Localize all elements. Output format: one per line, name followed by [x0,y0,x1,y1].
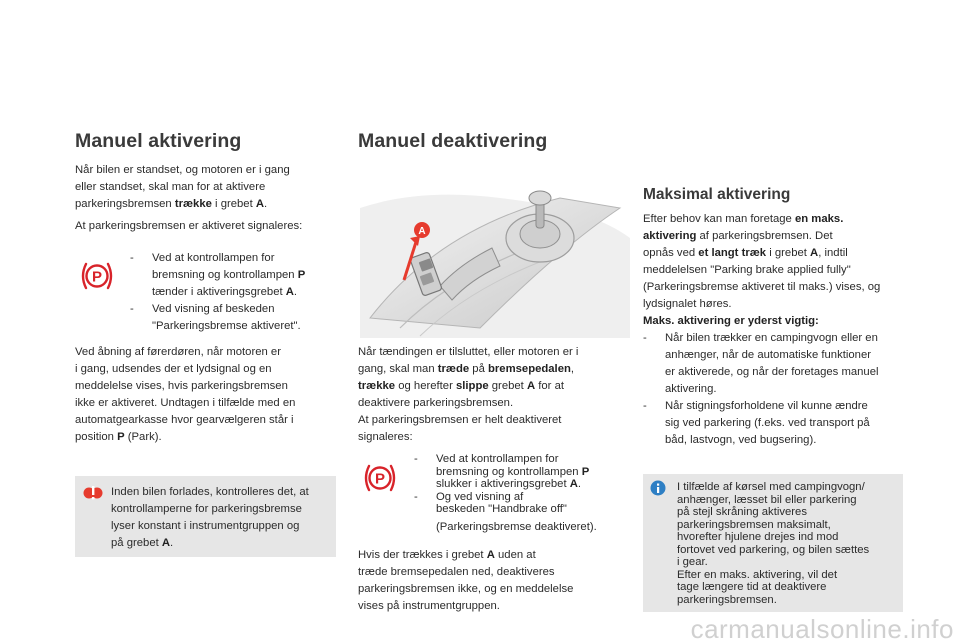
list-item: - Ved at kontrollampen for bremsning og kontrollampen P tænder i aktiveringsgrebet A. [130,252,306,298]
info-box [643,474,903,612]
figure-label-a: A [418,226,426,237]
section-title-manual-deactivation: Manuel deaktivering [358,130,548,152]
section-title-manual-activation: Manuel aktivering [75,130,242,152]
list-item: - Ved visning af beskeden "Parkeringsbremse aktiveret". [130,303,301,332]
info-text: I tilfælde af kørsel med campingvogn/ anhænger, læsset bil eller parkering på stejl skråning aktiveres parkeringsbremsen maksimalt, hvorefter hjulene drejes ind mod fortovet ved parkering, og bilen sættes i gear. Efter en maks. aktivering, vil det tage længere tid at deaktivere parkeringsbremsen. [677,481,870,606]
signal-intro-text: At parkeringsbremsen er aktiveret signaleres: [75,220,303,232]
watermark: carmanualsonline.info [690,614,954,644]
activation-signals-list [130,250,335,335]
list-item: - Når bilen trækker en campingvogn eller en anhænger, når de automatiske funktioner er aktiverede, og når der foretages manuel aktivering. [643,332,879,395]
svg-text:P: P [374,470,386,488]
list-item: - Og ved visning af beskeden "Handbrake off" (Parkeringsbremse deaktiveret). [414,490,597,533]
list-item: - Når stigningsforholdene vil kunne ændre sig ved parkering (f.eks. ved transport på båd, lastvogn, ved bugsering). [643,400,870,446]
important-heading: Maks. aktivering er yderst vigtig: [643,315,819,327]
warning-icon [82,483,104,503]
intro-text: Når bilen er standset, og motoren er i gang eller standset, skal man for at aktivere parkeringsbremsen trække i grebet A. [75,164,290,210]
max-activation-text: Efter behov kan man foretage en maks. aktivering af parkeringsbremsen. Det opnås ved et langt træk i grebet A, indtil meddelelsen "Parking brake applied fully" (Parkeringsbremse aktiveret til maks.) vises, og lydsignalet høres. Maks. aktivering er yderst vigtig: - Når bilen trækker en campingvogn eller en anhænger, når de automatiske funktioner er aktiverede, og når der foretages manuel aktivering. - Når stigningsforholdene vil kunne ændre sig ved parkering (f.eks. ved transport på båd, lastvogn, ved bugsering). [643,211,908,449]
parking-brake-lever-illustration [360,168,630,338]
deactivation-signals-list [414,453,624,533]
deactivation-instructions: Når tændingen er tilsluttet, eller motoren er i gang, skal man træde på bremsepedalen, trække og herefter slippe grebet A for at deaktivere parkeringsbremsen. At parkeringsbremsen er helt deaktiveret signaleres: [358,346,579,443]
info-icon [650,480,666,496]
warning-box [75,476,336,557]
svg-text:P: P [91,268,103,286]
closing-text: Hvis der trækkes i grebet A uden at træde bremsepedalen ned, deaktiveres parkeringsbremsen ikke, og en meddelelse vises på instrumentgruppen. [358,549,574,612]
list-item: - Ved at kontrollampen for bremsning og kontrollampen P slukker i aktiveringsgrebet A. [414,453,590,490]
parking-brake-lamp-icon [362,462,398,494]
door-warning-text: Ved åbning af førerdøren, når motoren er i gang, udsendes der et lydsignal og en meddelelse vises, hvis parkeringsbremsen ikke er aktiveret. Undtagen i tilfælde med en automatgearkasse hvor gearvælgeren står i position P (Park). [75,346,296,443]
parking-brake-lamp-icon [79,260,115,292]
section-title-max-activation: Maksimal aktivering [643,186,791,203]
warning-text: Inden bilen forlades, kontrolleres det, at kontrollamperne for parkeringsbremse lyser konstant i instrumentgruppen og på grebet A. [111,486,309,549]
